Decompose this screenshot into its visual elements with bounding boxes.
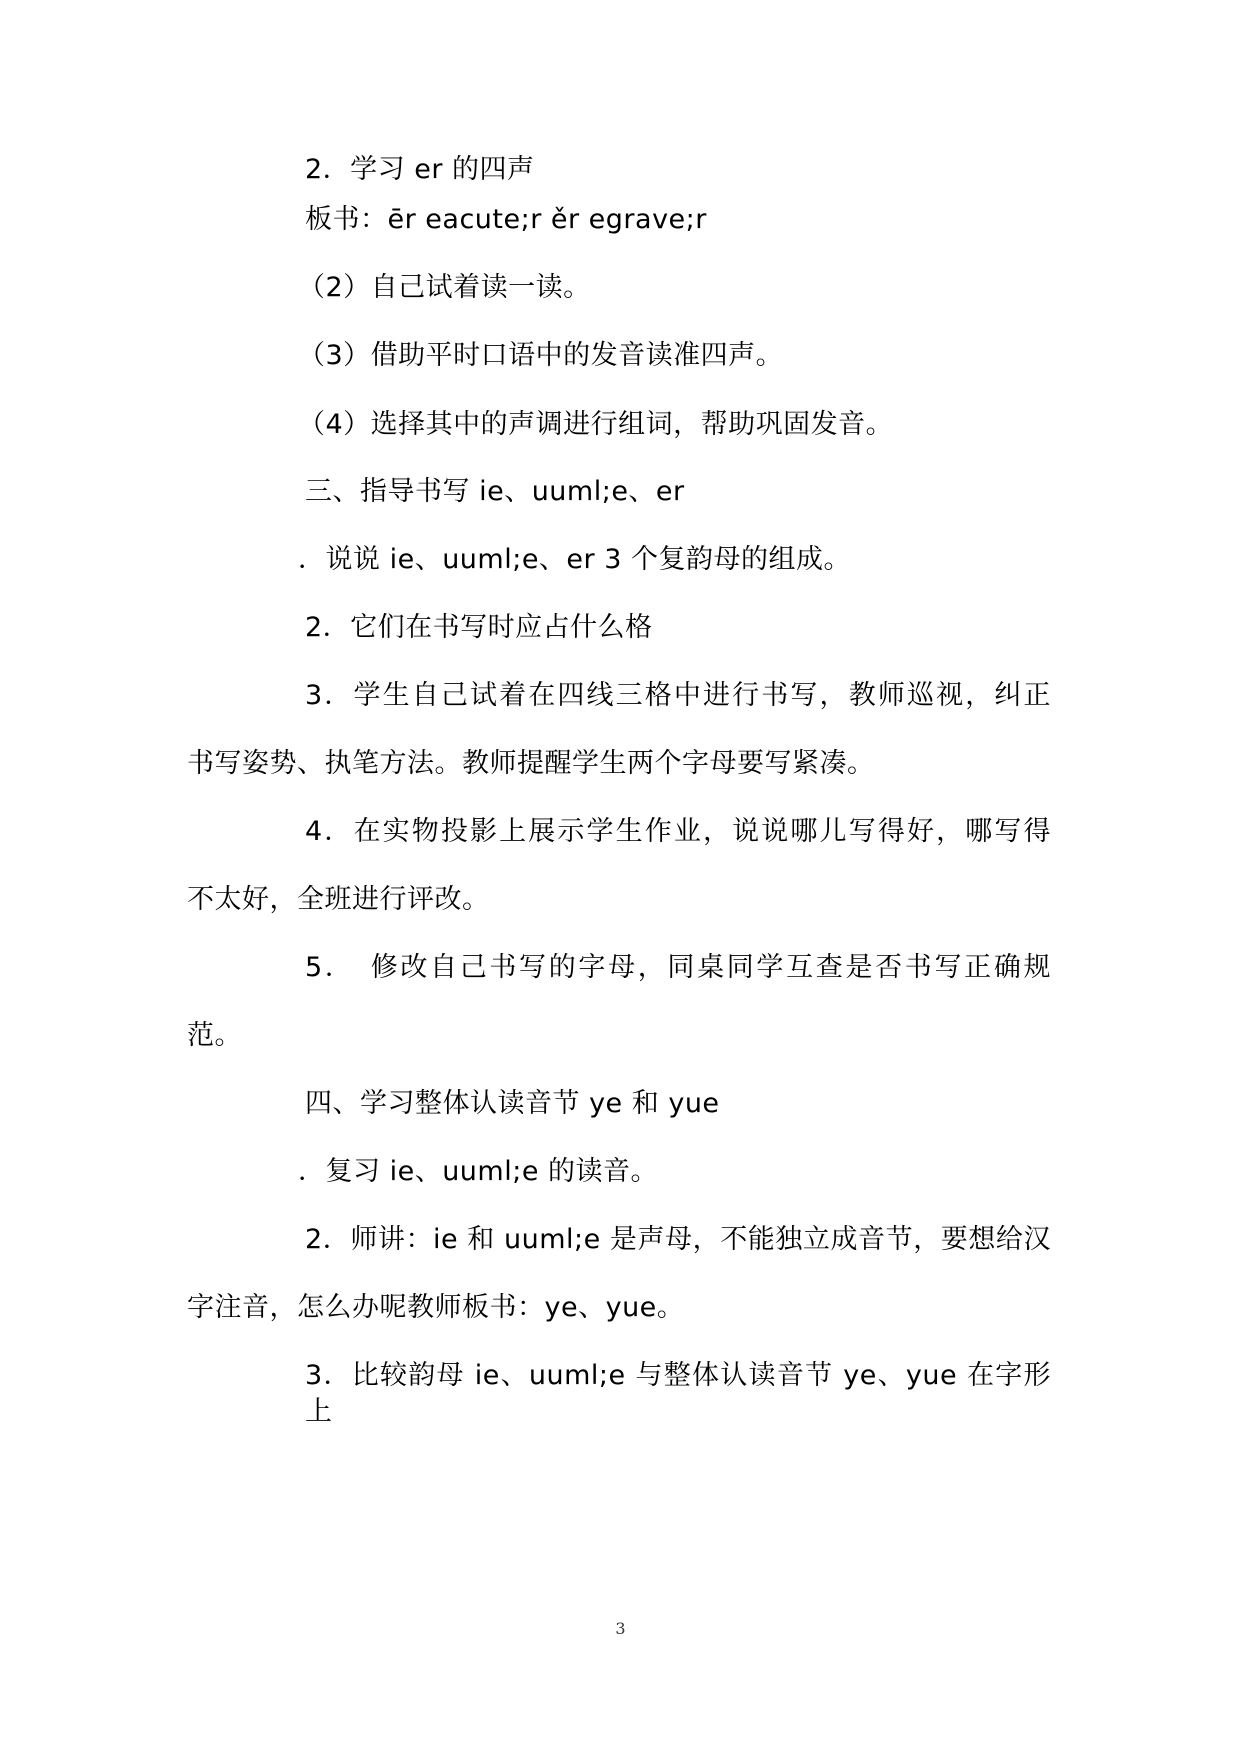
paragraph-line: 板书：ēr eacute;r ěr egrave;r — [305, 204, 707, 235]
section-heading: 三、指导书写 ie、uuml;e、er — [305, 476, 685, 507]
paragraph-line: 4．在实物投影上展示学生作业，说说哪儿写得好，哪写得 — [305, 816, 1051, 847]
paragraph-line: ．说说 ie、uuml;e、er 3 个复韵母的组成。 — [298, 544, 851, 575]
paragraph-line: （2）自己试着读一读。 — [298, 272, 591, 303]
paragraph-line: 范。 — [187, 1020, 242, 1051]
paragraph-line: 不太好，全班进行评改。 — [187, 884, 490, 915]
paragraph-line: 3．学生自己试着在四线三格中进行书写，教师巡视，纠正 — [305, 680, 1051, 711]
paragraph-line: （3）借助平时口语中的发音读准四声。 — [298, 340, 784, 371]
page-number: 3 — [615, 1619, 626, 1638]
section-heading: 四、学习整体认读音节 ye 和 yue — [305, 1088, 720, 1119]
paragraph-line: 2．师讲：ie 和 uuml;e 是声母，不能独立成音节，要想给汉 — [305, 1224, 1051, 1255]
paragraph-line: 2．它们在书写时应占什么格 — [305, 612, 653, 643]
paragraph-line: 3．比较韵母 ie、uuml;e 与整体认读音节 ye、yue 在字形上 — [305, 1360, 1051, 1427]
paragraph-line: 2．学习 er 的四声 — [305, 154, 535, 185]
paragraph-line: ．复习 ie、uuml;e 的读音。 — [298, 1156, 659, 1187]
paragraph-line: （4）选择其中的声调进行组词，帮助巩固发音。 — [298, 409, 894, 440]
paragraph-line: 字注音，怎么办呢教师板书：ye、yue。 — [187, 1292, 685, 1323]
paragraph-line: 书写姿势、执笔方法。教师提醒学生两个字母要写紧凑。 — [187, 748, 875, 779]
paragraph-line: 5． 修改自己书写的字母，同桌同学互查是否书写正确规 — [305, 952, 1051, 983]
